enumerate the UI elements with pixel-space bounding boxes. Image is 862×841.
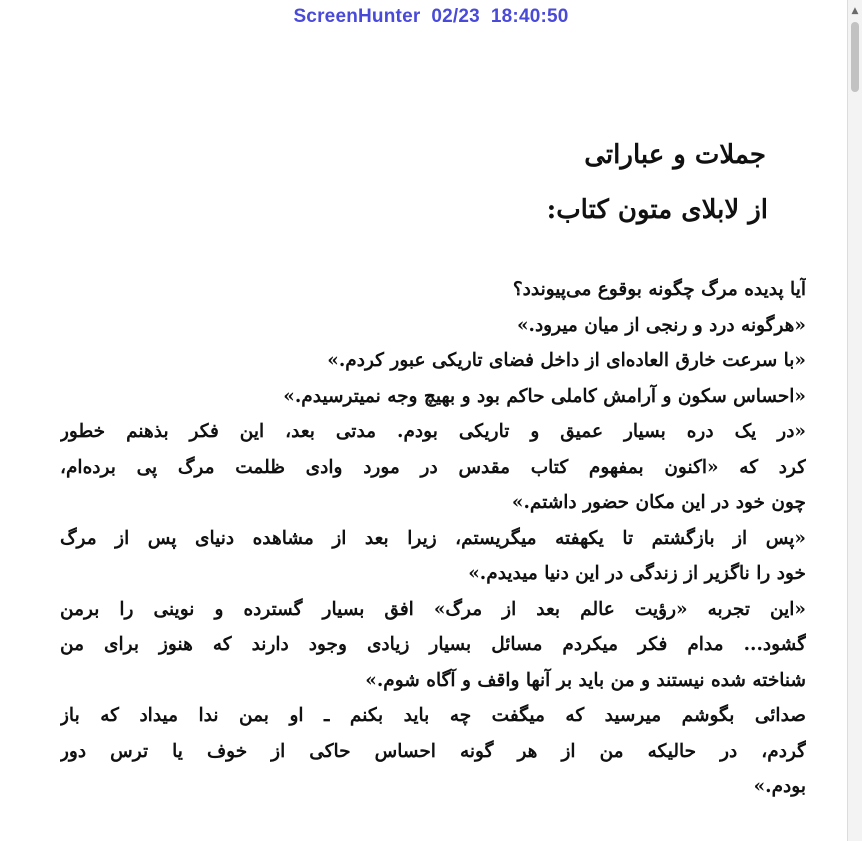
text-line: آیا پدیده مرگ چگونه بوقوع می‌پیوندد؟ xyxy=(512,279,806,300)
text-line: خود را ناگزیر از زندگی در این دنیا میدیدم.» xyxy=(468,563,806,584)
text-line: بودم.» xyxy=(753,776,806,797)
scrollbar-thumb[interactable] xyxy=(851,22,859,92)
text-line: گشود... مدام فکر میکردم مسائل بسیار زیادی وجود دارند که هنوز برای من xyxy=(60,634,806,655)
page-subtitle: از لابلای متون کتاب: xyxy=(546,195,768,225)
text-line: گردم، در حالیکه من از هر گونه احساس حاکی از خوف یا ترس دور xyxy=(60,740,806,762)
text-line: «پس از بازگشتم تا یکهفته میگریستم، زیرا بعد از مشاهده دنیای پس از مرگ xyxy=(60,527,806,549)
text-line: شناخته شده نیستند و من باید بر آنها واقف و آگاه شوم.» xyxy=(365,669,806,691)
text-line: «احساس سکون و آرامش کاملی حاکم بود و بهیچ وجه نمیترسیدم.» xyxy=(283,385,806,407)
text-line: کرد که «اکنون بمفهوم کتاب مقدس در مورد وادی ظلمت مرگ پی برده‌ام، xyxy=(60,456,806,478)
vertical-scrollbar[interactable] xyxy=(847,0,862,841)
text-line: چون خود در این مکان حضور داشتم.» xyxy=(511,492,806,513)
text-line: «با سرعت خارق العاده‌ای از داخل فضای تاریکی عبور کردم.» xyxy=(327,350,806,371)
text-line: «هرگونه درد و رنجی از میان میرود.» xyxy=(516,314,806,336)
page-title: جملات و عباراتی xyxy=(584,140,766,170)
screenhunter-watermark: ScreenHunter 02/23 18:40:50 xyxy=(293,6,569,27)
text-line: «در یک دره بسیار عمیق و تاریکی بودم. مدتی بعد، این فکر بذهنم خطور xyxy=(60,421,806,442)
text-line: «این تجربه «رؤیت عالم بعد از مرگ» افق بسیار گسترده و نوینی را برمن xyxy=(60,598,806,620)
text-line: صدائی بگوشم میرسید که میگفت چه باید بکنم ـ او بمن ندا میداد که باز xyxy=(60,705,806,726)
document-body xyxy=(60,272,806,805)
scroll-up-arrow-icon[interactable]: ▲ xyxy=(851,6,859,16)
